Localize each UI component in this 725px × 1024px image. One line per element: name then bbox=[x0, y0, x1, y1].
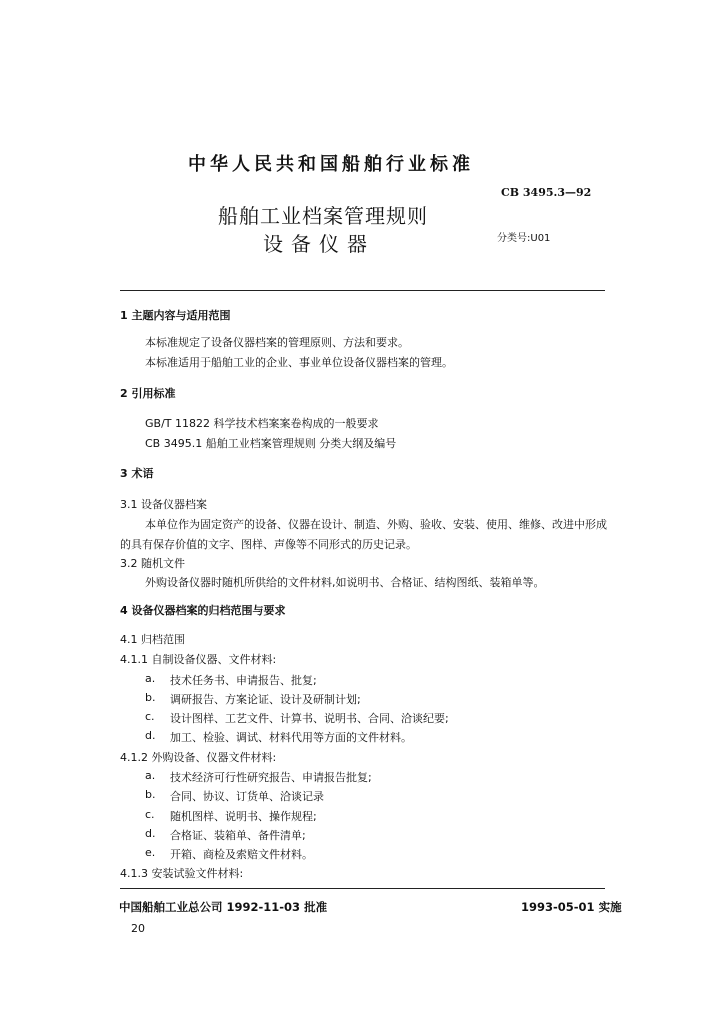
list-item: 技术任务书、申请报告、批复; bbox=[170, 674, 317, 687]
list-item-letter: a. bbox=[145, 769, 156, 782]
list-item: 开箱、商检及索赔文件材料。 bbox=[170, 848, 313, 861]
section-1-paragraph: 本标准适用于船舶工业的企业、事业单位设备仪器档案的管理。 bbox=[145, 356, 453, 369]
term-definition: 本单位作为固定资产的设备、仪器在设计、制造、外购、验收、安装、使用、维修、改进中形成 bbox=[145, 518, 607, 531]
list-item-letter: b. bbox=[145, 691, 156, 704]
list-item: 设计图样、工艺文件、计算书、说明书、合同、洽谈纪要; bbox=[170, 712, 449, 725]
section-3-heading: 3 术语 bbox=[120, 467, 154, 480]
reference-standard: CB 3495.1 船舶工业档案管理规则 分类大纲及编号 bbox=[145, 437, 397, 450]
section-4-heading: 4 设备仪器档案的归档范围与要求 bbox=[120, 604, 286, 617]
list-item-letter: c. bbox=[145, 808, 155, 821]
list-item-letter: a. bbox=[145, 672, 156, 685]
list-item: 合同、协议、订货单、洽谈记录 bbox=[170, 790, 324, 803]
section-1-heading: 1 主题内容与适用范围 bbox=[120, 309, 231, 322]
subsection-heading: 4.1.3 安装试验文件材料: bbox=[120, 867, 244, 880]
subsection-heading: 4.1.2 外购设备、仪器文件材料: bbox=[120, 751, 277, 764]
list-item: 加工、检验、调试、材料代用等方面的文件材料。 bbox=[170, 731, 412, 744]
classification-number: 分类号:U01 bbox=[497, 233, 551, 244]
header-divider bbox=[120, 290, 605, 291]
approval-note: 中国船舶工业总公司 1992-11-03 批准 bbox=[119, 900, 328, 914]
list-item: 随机图样、说明书、操作规程; bbox=[170, 810, 317, 823]
industry-standard-title: 中华人民共和国船舶行业标准 bbox=[188, 154, 474, 175]
term-heading: 3.2 随机文件 bbox=[120, 557, 185, 570]
list-item-letter: d. bbox=[145, 827, 156, 840]
term-definition: 外购设备仪器时随机所供给的文件材料,如说明书、合格证、结构图纸、装箱单等。 bbox=[145, 576, 545, 589]
list-item: 调研报告、方案论证、设计及研制计划; bbox=[170, 693, 361, 706]
effective-date: 1993-05-01 实施 bbox=[521, 900, 622, 914]
subsection-heading: 4.1.1 自制设备仪器、文件材料: bbox=[120, 653, 277, 666]
document-subtitle: 设备仪器 bbox=[263, 232, 375, 256]
subsection-heading: 4.1 归档范围 bbox=[120, 633, 185, 646]
document-title: 船舶工业档案管理规则 bbox=[218, 204, 428, 228]
section-2-heading: 2 引用标准 bbox=[120, 387, 176, 400]
list-item-letter: d. bbox=[145, 729, 156, 742]
footer-divider bbox=[120, 888, 605, 889]
term-heading: 3.1 设备仪器档案 bbox=[120, 498, 207, 511]
list-item-letter: c. bbox=[145, 710, 155, 723]
term-definition: 的具有保存价值的文字、图样、声像等不同形式的历史记录。 bbox=[120, 538, 417, 551]
list-item: 合格证、装箱单、备件清单; bbox=[170, 829, 306, 842]
list-item: 技术经济可行性研究报告、申请报告批复; bbox=[170, 771, 372, 784]
section-1-paragraph: 本标准规定了设备仪器档案的管理原则、方法和要求。 bbox=[145, 336, 409, 349]
page-number: 20 bbox=[131, 922, 145, 935]
standard-number: CB 3495.3—92 bbox=[501, 186, 592, 199]
list-item-letter: e. bbox=[145, 846, 156, 859]
list-item-letter: b. bbox=[145, 788, 156, 801]
reference-standard: GB/T 11822 科学技术档案案卷构成的一般要求 bbox=[145, 417, 379, 430]
